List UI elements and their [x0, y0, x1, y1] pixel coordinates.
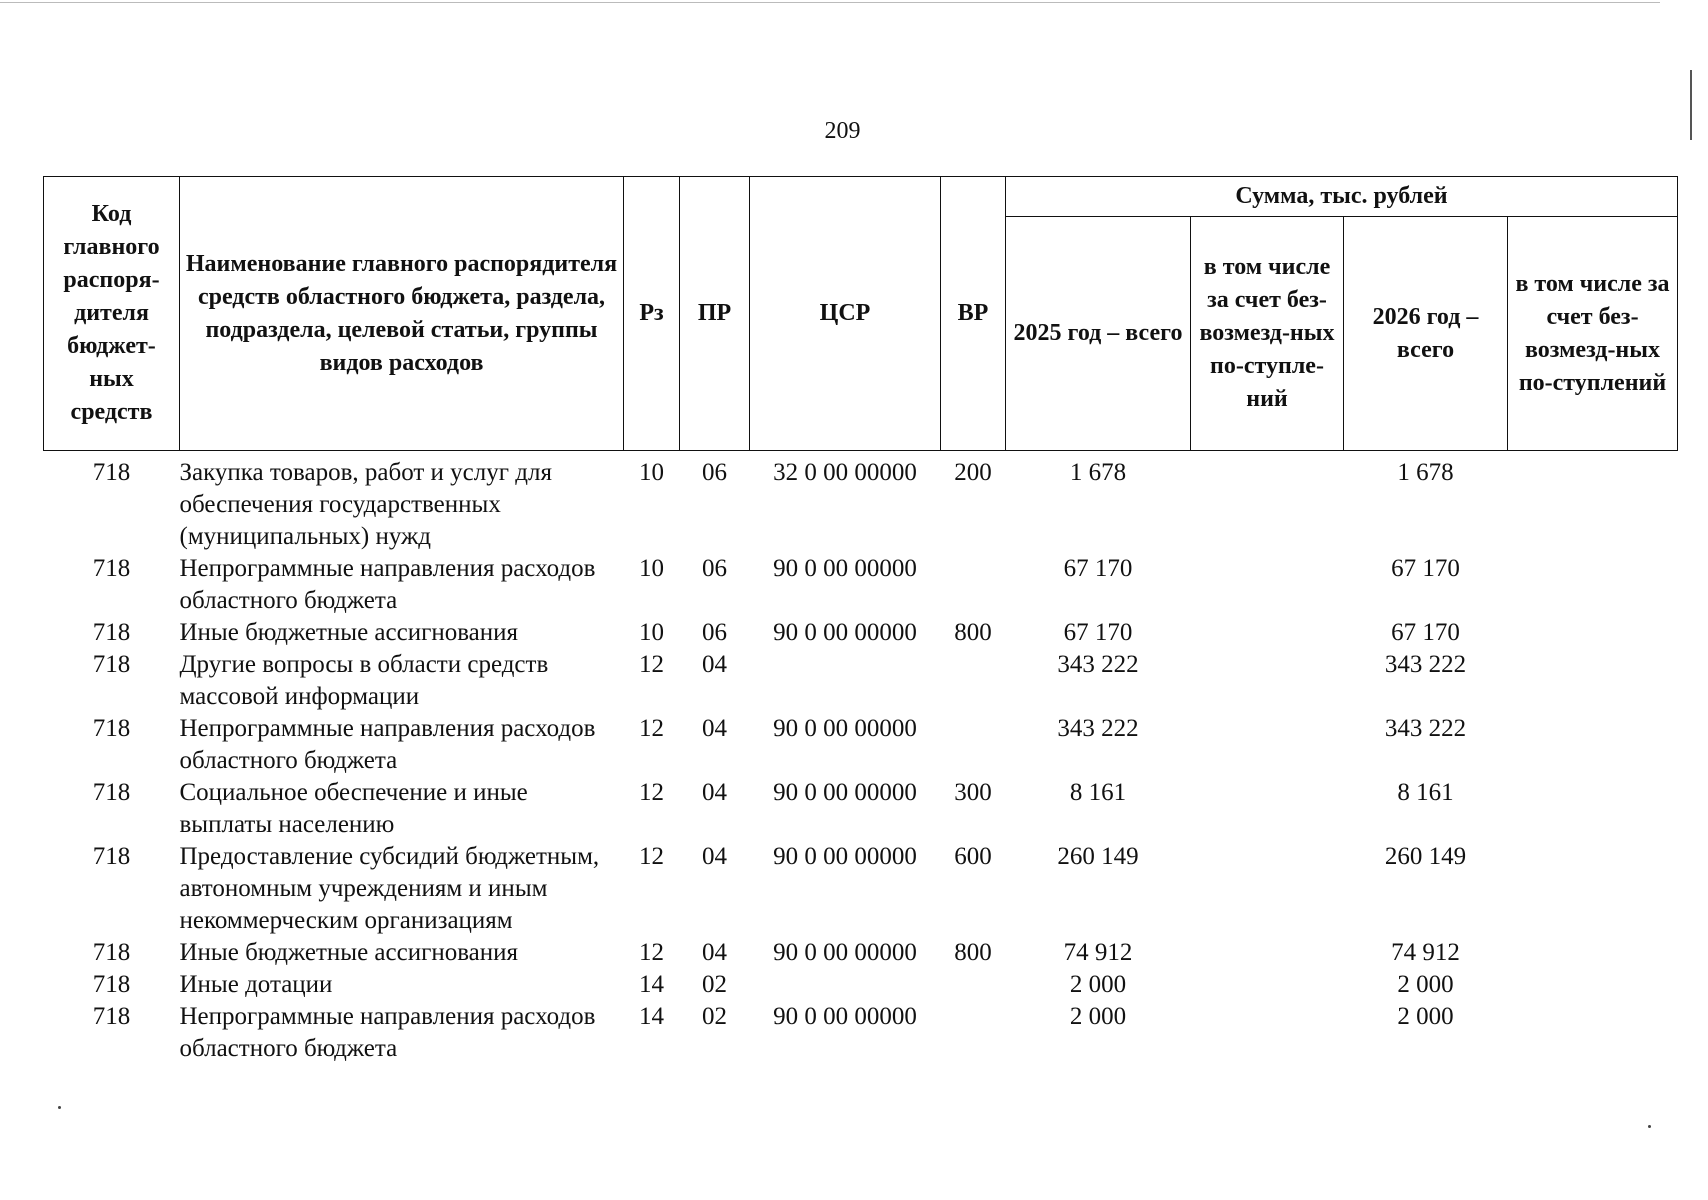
cell-pr: 04	[702, 939, 727, 966]
cell-2025-total: 2 000	[1069, 971, 1127, 998]
cell-name: Непрограммные направления расходов областного бюджета	[179, 715, 596, 774]
scan-speck	[1648, 1125, 1651, 1128]
cell-pr: 06	[702, 555, 727, 582]
cell-2025-total: 1 678	[1069, 459, 1127, 486]
header-2025-grants: в том числе за счет без-возмезд-ных по-ступле-ний	[1191, 217, 1344, 451]
cell-vr: 800	[954, 619, 992, 646]
cell-2026-total: 343 222	[1384, 651, 1467, 678]
cell-pr: 04	[702, 843, 727, 870]
cell-rz: 14	[639, 1003, 664, 1030]
page-number: 209	[824, 118, 861, 144]
cell-2025-grants	[1191, 1001, 1344, 1065]
cell-2026-total: 2 000	[1397, 971, 1454, 998]
cell-2026-total: 1 678	[1397, 459, 1454, 486]
cell-name: Предоставление субсидий бюджетным, автономным учреждениям и иным некоммерческим организациям	[179, 843, 600, 934]
cell-pr: 06	[702, 459, 727, 486]
cell-rz: 14	[639, 971, 664, 998]
cell-name: Непрограммные направления расходов областного бюджета	[179, 555, 596, 614]
cell-2026-total: 343 222	[1384, 715, 1467, 742]
cell-2026-grants	[1508, 451, 1678, 554]
cell-code: 718	[92, 651, 131, 678]
cell-2026-grants	[1508, 841, 1678, 937]
scan-right-edge	[1690, 70, 1692, 140]
cell-csr: 32 0 00 00000	[773, 459, 917, 486]
cell-2026-total: 8 161	[1397, 779, 1454, 806]
table-row	[44, 713, 1678, 777]
cell-2025-total: 67 170	[1063, 619, 1133, 646]
cell-vr: 300	[954, 779, 992, 806]
cell-rz: 12	[639, 779, 664, 806]
header-2025-total: 2025 год – всего	[1006, 217, 1191, 451]
cell-2025-grants	[1191, 451, 1344, 554]
scan-speck	[58, 1106, 61, 1109]
cell-csr: 90 0 00 00000	[773, 715, 917, 742]
cell-2025-total: 260 149	[1057, 843, 1139, 870]
header-rz: Рз	[624, 177, 680, 451]
cell-csr: 90 0 00 00000	[773, 619, 917, 646]
cell-name: Иные дотации	[179, 971, 333, 998]
cell-vr: 800	[954, 939, 992, 966]
cell-pr: 04	[702, 715, 727, 742]
cell-2026-total: 67 170	[1391, 555, 1460, 582]
cell-rz: 12	[639, 651, 664, 678]
cell-2025-total: 343 222	[1057, 651, 1139, 678]
header-csr: ЦСР	[750, 177, 941, 451]
budget-table	[43, 176, 1678, 1065]
cell-2025-grants	[1191, 553, 1344, 617]
cell-name: Иные бюджетные ассигнования	[179, 619, 519, 646]
cell-rz: 12	[639, 715, 664, 742]
cell-2026-grants	[1508, 617, 1678, 649]
header-sum-group: Сумма, тыс. рублей	[1006, 177, 1678, 217]
cell-2025-total: 67 170	[1063, 555, 1133, 582]
table-row	[44, 649, 1678, 713]
table-row	[44, 777, 1678, 841]
cell-vr: 200	[954, 459, 992, 486]
cell-code: 718	[92, 1003, 131, 1030]
cell-code: 718	[92, 939, 131, 966]
header-2026-total: 2026 год – всего	[1344, 217, 1508, 451]
table-row	[44, 1001, 1678, 1065]
header-pr: ПР	[680, 177, 750, 451]
cell-rz: 12	[639, 939, 664, 966]
table-row	[44, 617, 1678, 649]
table-body	[44, 451, 1678, 1066]
cell-csr	[750, 969, 941, 1001]
cell-2026-grants	[1508, 1001, 1678, 1065]
cell-rz: 10	[639, 619, 664, 646]
header-name: Наименование главного распорядителя средств областного бюджета, раздела, подраздела, целевой статьи, группы видов расходов	[180, 177, 624, 451]
cell-2025-total: 2 000	[1069, 1003, 1127, 1030]
cell-rz: 12	[639, 843, 664, 870]
cell-name: Закупка товаров, работ и услуг для обеспечения государственных (муниципальных) нужд	[179, 459, 552, 550]
table-row	[44, 451, 1678, 554]
cell-2025-grants	[1191, 713, 1344, 777]
cell-2025-grants	[1191, 937, 1344, 969]
cell-name: Непрограммные направления расходов областного бюджета	[179, 1003, 596, 1062]
cell-2026-total: 2 000	[1397, 1003, 1454, 1030]
cell-csr: 90 0 00 00000	[773, 1003, 917, 1030]
cell-name: Социальное обеспечение и иные выплаты населению	[179, 779, 528, 838]
cell-2026-total: 67 170	[1391, 619, 1460, 646]
cell-2025-grants	[1191, 777, 1344, 841]
cell-code: 718	[92, 459, 131, 486]
cell-2026-grants	[1508, 649, 1678, 713]
scan-top-edge	[0, 2, 1660, 3]
cell-code: 718	[92, 555, 131, 582]
table-row	[44, 841, 1678, 937]
cell-csr: 90 0 00 00000	[773, 843, 917, 870]
cell-name: Другие вопросы в области средств массовой информации	[179, 651, 549, 710]
header-2026-grants: в том числе за счет без-возмезд-ных по-ступлений	[1508, 217, 1678, 451]
cell-vr: 600	[954, 843, 992, 870]
cell-pr: 02	[702, 1003, 727, 1030]
cell-csr: 90 0 00 00000	[773, 779, 917, 806]
cell-csr: 90 0 00 00000	[773, 939, 917, 966]
cell-pr: 04	[702, 651, 727, 678]
cell-2026-total: 260 149	[1384, 843, 1467, 870]
cell-2026-grants	[1508, 777, 1678, 841]
cell-csr	[750, 649, 941, 713]
header-code: Код главного распоря-дителя бюджет-ных средств	[44, 177, 180, 451]
cell-2026-grants	[1508, 969, 1678, 1001]
cell-code: 718	[92, 779, 131, 806]
cell-2026-total: 74 912	[1391, 939, 1460, 966]
cell-vr	[941, 969, 1006, 1001]
cell-2025-grants	[1191, 617, 1344, 649]
cell-vr	[941, 649, 1006, 713]
table-row	[44, 969, 1678, 1001]
cell-rz: 10	[639, 555, 664, 582]
cell-pr: 04	[702, 779, 727, 806]
cell-rz: 10	[639, 459, 664, 486]
cell-code: 718	[92, 619, 131, 646]
cell-vr	[941, 713, 1006, 777]
table-row	[44, 937, 1678, 969]
cell-2025-total: 74 912	[1063, 939, 1133, 966]
cell-pr: 06	[702, 619, 727, 646]
cell-code: 718	[92, 843, 131, 870]
cell-code: 718	[92, 715, 131, 742]
cell-2025-grants	[1191, 969, 1344, 1001]
cell-2026-grants	[1508, 937, 1678, 969]
cell-2026-grants	[1508, 553, 1678, 617]
cell-name: Иные бюджетные ассигнования	[179, 939, 519, 966]
cell-pr: 02	[702, 971, 727, 998]
cell-2026-grants	[1508, 713, 1678, 777]
cell-code: 718	[92, 971, 131, 998]
cell-vr	[941, 553, 1006, 617]
cell-2025-grants	[1191, 649, 1344, 713]
cell-csr: 90 0 00 00000	[773, 555, 917, 582]
header-vr: ВР	[941, 177, 1006, 451]
table-header	[44, 177, 1678, 451]
cell-2025-total: 8 161	[1069, 779, 1127, 806]
cell-vr	[941, 1001, 1006, 1065]
cell-2025-grants	[1191, 841, 1344, 937]
table-row	[44, 553, 1678, 617]
cell-2025-total: 343 222	[1057, 715, 1139, 742]
